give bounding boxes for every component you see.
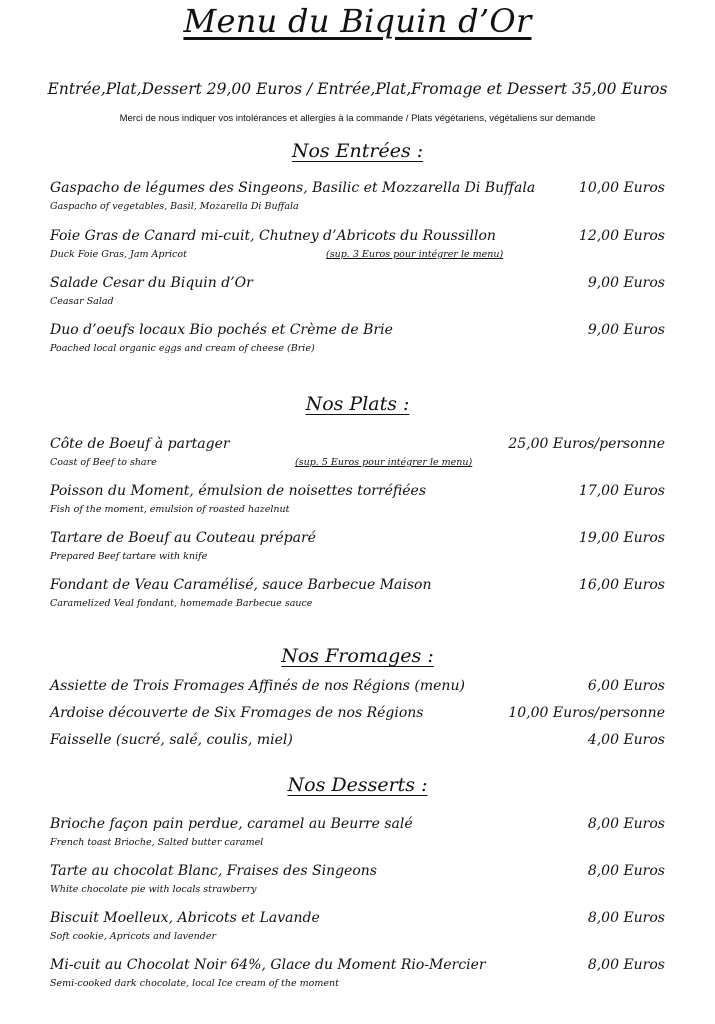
- item-price: 8,00 Euros: [587, 910, 665, 926]
- item-price: 8,00 Euros: [587, 816, 665, 832]
- section-title-plats: Nos Plats :: [305, 393, 410, 415]
- item-description: Coast of Beef to share: [50, 457, 157, 468]
- item-description: French toast Brioche, Salted butter caramel: [50, 837, 264, 848]
- menu-title: Menu du Biquin d’Or: [183, 2, 532, 40]
- item-description: White chocolate pie with locals strawberry: [50, 884, 257, 895]
- item-description: Caramelized Veal fondant, homemade Barbecue sauce: [50, 598, 313, 609]
- item-name: Faisselle (sucré, salé, coulis, miel): [50, 732, 293, 748]
- item-name: Mi-cuit au Chocolat Noir 64%, Glace du Moment Rio-Mercier: [50, 957, 486, 973]
- item-name: Tartare de Boeuf au Couteau préparé: [50, 530, 316, 546]
- item-price: 12,00 Euros: [578, 228, 665, 244]
- item-price: 10,00 Euros: [578, 180, 665, 196]
- item-price: 10,00 Euros/personne: [508, 705, 665, 721]
- item-name: Brioche façon pain perdue, caramel au Beurre salé: [50, 816, 413, 832]
- item-price: 16,00 Euros: [578, 577, 665, 593]
- item-price: 19,00 Euros: [578, 530, 665, 546]
- item-name: Duo d’oeufs locaux Bio pochés et Crème de Brie: [50, 322, 393, 338]
- item-name: Côte de Boeuf à partager: [50, 436, 230, 452]
- item-price: 6,00 Euros: [587, 678, 665, 694]
- item-name: Tarte au chocolat Blanc, Fraises des Singeons: [50, 863, 377, 879]
- item-name: Biscuit Moelleux, Abricots et Lavande: [50, 910, 320, 926]
- item-price: 9,00 Euros: [587, 322, 665, 338]
- item-description: Duck Foie Gras, Jam Apricot: [50, 249, 187, 260]
- item-name: Gaspacho de légumes des Singeons, Basilic et Mozzarella Di Buffala: [50, 180, 536, 196]
- section-title-fromages: Nos Fromages :: [281, 645, 434, 667]
- item-description: Semi-cooked dark chocolate, local Ice cream of the moment: [50, 978, 339, 989]
- item-name: Poisson du Moment, émulsion de noisettes torréfiées: [50, 483, 427, 499]
- formula-prices: Entrée,Plat,Dessert 29,00 Euros / Entrée,Plat,Fromage et Dessert 35,00 Euros: [47, 80, 668, 98]
- item-name: Assiette de Trois Fromages Affinés de nos Régions (menu): [50, 678, 465, 694]
- menu-supplement-note: (sup. 3 Euros pour intégrer le menu): [326, 249, 504, 260]
- item-name: Ardoise découverte de Six Fromages de nos Régions: [50, 705, 424, 721]
- item-description: Prepared Beef tartare with knife: [50, 551, 208, 562]
- item-name: Fondant de Veau Caramélisé, sauce Barbecue Maison: [50, 577, 432, 593]
- item-price: 25,00 Euros/personne: [508, 436, 665, 452]
- item-price: 17,00 Euros: [578, 483, 665, 499]
- item-description: Ceasar Salad: [50, 296, 114, 307]
- section-title-desserts: Nos Desserts :: [287, 774, 428, 796]
- item-name: Salade Cesar du Biquin d’Or: [50, 275, 253, 291]
- item-price: 4,00 Euros: [587, 732, 665, 748]
- item-name: Foie Gras de Canard mi-cuit, Chutney d’Abricots du Roussillon: [50, 228, 496, 244]
- item-description: Soft cookie, Apricots and lavender: [50, 931, 217, 942]
- item-description: Gaspacho of vegetables, Basil, Mozarella Di Buffala: [50, 201, 299, 212]
- item-description: Poached local organic eggs and cream of cheese (Brie): [50, 343, 315, 354]
- item-description: Fish of the moment, emulsion of roasted hazelnut: [50, 504, 290, 515]
- item-price: 8,00 Euros: [587, 957, 665, 973]
- menu-supplement-note: (sup. 5 Euros pour intégrer le menu): [295, 457, 473, 468]
- allergy-note: Merci de nous indiquer vos intolérances et allergies à la commande / Plats végétariens, végétaliens sur demande: [119, 113, 596, 124]
- section-title-entrees: Nos Entrées :: [291, 140, 424, 162]
- item-price: 8,00 Euros: [587, 863, 665, 879]
- item-price: 9,00 Euros: [587, 275, 665, 291]
